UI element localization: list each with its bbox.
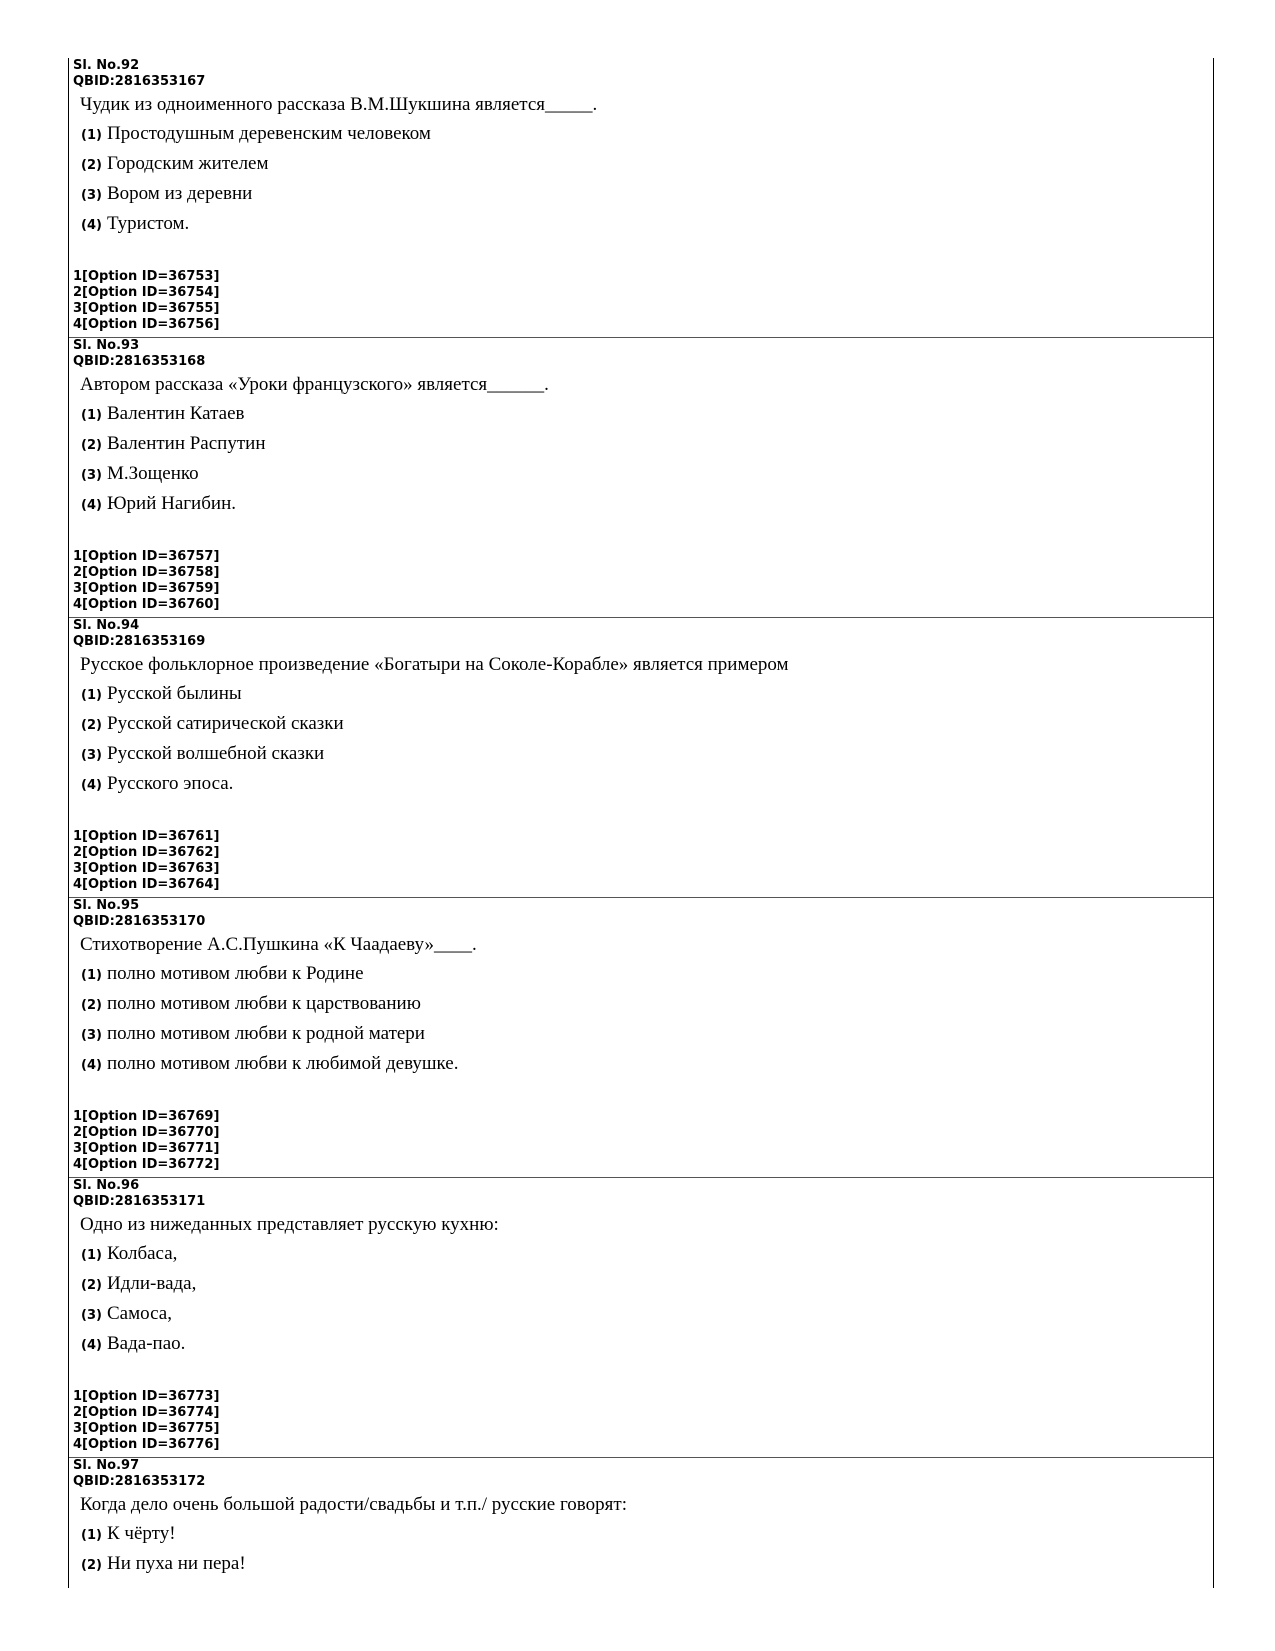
option-id: 3[Option ID=36775]	[73, 1421, 220, 1436]
option-text: Вада-пао.	[107, 1333, 186, 1354]
option-item	[73, 773, 1213, 797]
option-id-list	[73, 1109, 219, 1173]
option-item	[73, 683, 1213, 707]
question-text: Автором рассказа «Уроки французского» является______.	[80, 374, 549, 395]
serial-number: Sl. No.93	[73, 338, 140, 353]
option-id: 2[Option ID=36758]	[73, 565, 220, 580]
option-number: (4)	[81, 1338, 102, 1353]
option-item	[73, 1053, 1213, 1077]
qbid: QBID:2816353167	[73, 74, 206, 89]
option-item	[73, 713, 1213, 737]
serial-number: Sl. No.94	[73, 618, 140, 633]
option-text: Колбаса,	[107, 1243, 178, 1264]
option-item	[73, 1273, 1213, 1297]
option-id: 2[Option ID=36762]	[73, 845, 220, 860]
question-text: Одно из нижеданных представляет русскую кухню:	[80, 1214, 499, 1235]
option-number: (4)	[81, 218, 102, 233]
option-text: Русской былины	[107, 683, 242, 704]
option-id: 2[Option ID=36754]	[73, 285, 220, 300]
option-id: 4[Option ID=36756]	[73, 317, 220, 332]
option-item	[73, 743, 1213, 767]
qbid: QBID:2816353169	[73, 634, 206, 649]
option-number: (1)	[81, 688, 102, 703]
qbid: QBID:2816353170	[73, 914, 206, 929]
option-text: Ни пуха ни пера!	[107, 1553, 246, 1574]
option-number: (2)	[81, 158, 102, 173]
question-table	[68, 58, 1214, 1588]
option-id-list	[73, 829, 219, 893]
option-id: 4[Option ID=36772]	[73, 1157, 220, 1172]
option-text: полно мотивом любви к любимой девушке.	[107, 1053, 459, 1074]
option-id: 1[Option ID=36769]	[73, 1109, 220, 1124]
option-number: (2)	[81, 438, 102, 453]
option-number: (1)	[81, 128, 102, 143]
option-id-list	[73, 549, 219, 613]
option-number: (2)	[81, 718, 102, 733]
option-text: Идли-вада,	[107, 1273, 197, 1294]
option-id: 1[Option ID=36761]	[73, 829, 220, 844]
option-id: 4[Option ID=36776]	[73, 1437, 220, 1452]
option-number: (4)	[81, 498, 102, 513]
option-text: полно мотивом любви к родной матери	[107, 1023, 425, 1044]
qbid: QBID:2816353172	[73, 1474, 206, 1489]
option-number: (1)	[81, 1528, 102, 1543]
option-id: 3[Option ID=36771]	[73, 1141, 220, 1156]
option-text: Русской сатирической сказки	[107, 713, 344, 734]
option-id-list	[73, 1389, 219, 1453]
option-text: Русского эпоса.	[107, 773, 234, 794]
option-item	[73, 1523, 1213, 1547]
option-text: Валентин Катаев	[107, 403, 245, 424]
option-id-list	[73, 269, 219, 333]
option-text: Юрий Нагибин.	[107, 493, 236, 514]
question-block-94	[69, 618, 1213, 898]
qbid: QBID:2816353171	[73, 1194, 206, 1209]
option-id: 1[Option ID=36753]	[73, 269, 220, 284]
option-item	[73, 183, 1213, 207]
question-text: Когда дело очень большой радости/свадьбы и т.п./ русские говорят:	[80, 1494, 627, 1515]
option-text: Самоса,	[107, 1303, 172, 1324]
option-number: (3)	[81, 748, 102, 763]
serial-number: Sl. No.92	[73, 58, 140, 73]
option-text: Вором из деревни	[107, 183, 253, 204]
option-number: (3)	[81, 1308, 102, 1323]
question-text: Русское фольклорное произведение «Богатыри на Соколе-Корабле» является примером	[80, 654, 789, 675]
option-id: 4[Option ID=36764]	[73, 877, 220, 892]
serial-number: Sl. No.97	[73, 1458, 140, 1473]
option-item	[73, 963, 1213, 987]
option-id: 3[Option ID=36755]	[73, 301, 220, 316]
option-id: 2[Option ID=36774]	[73, 1405, 220, 1420]
option-item	[73, 1023, 1213, 1047]
option-number: (4)	[81, 1058, 102, 1073]
option-item	[73, 1303, 1213, 1327]
option-number: (2)	[81, 1278, 102, 1293]
option-text: К чёрту!	[107, 1523, 176, 1544]
question-block-93	[69, 338, 1213, 618]
option-number: (1)	[81, 968, 102, 983]
question-block-95	[69, 898, 1213, 1178]
option-item	[73, 1553, 1213, 1577]
option-number: (4)	[81, 778, 102, 793]
option-item	[73, 463, 1213, 487]
option-number: (3)	[81, 1028, 102, 1043]
question-block-96	[69, 1178, 1213, 1458]
option-item	[73, 213, 1213, 237]
option-item	[73, 123, 1213, 147]
option-text: Городским жителем	[107, 153, 269, 174]
option-text: Простодушным деревенским человеком	[107, 123, 431, 144]
question-text: Стихотворение А.С.Пушкина «К Чаадаеву»____.	[80, 934, 477, 955]
qbid: QBID:2816353168	[73, 354, 206, 369]
option-text: Валентин Распутин	[107, 433, 266, 454]
option-item	[73, 1333, 1213, 1357]
option-number: (3)	[81, 468, 102, 483]
option-id: 1[Option ID=36757]	[73, 549, 220, 564]
option-id: 2[Option ID=36770]	[73, 1125, 220, 1140]
option-text: полно мотивом любви к Родине	[107, 963, 364, 984]
option-text: Туристом.	[107, 213, 190, 234]
option-number: (1)	[81, 408, 102, 423]
option-item	[73, 1243, 1213, 1267]
question-text: Чудик из одноименного рассказа В.М.Шукшина является_____.	[80, 94, 598, 115]
option-id: 3[Option ID=36759]	[73, 581, 220, 596]
option-id: 1[Option ID=36773]	[73, 1389, 220, 1404]
option-number: (2)	[81, 998, 102, 1013]
option-text: полно мотивом любви к царствованию	[107, 993, 421, 1014]
option-item	[73, 153, 1213, 177]
question-block-92	[69, 58, 1213, 338]
option-text: Русской волшебной сказки	[107, 743, 325, 764]
option-number: (1)	[81, 1248, 102, 1263]
option-item	[73, 493, 1213, 517]
question-block-97	[69, 1458, 1213, 1588]
option-item	[73, 403, 1213, 427]
option-number: (3)	[81, 188, 102, 203]
option-item	[73, 993, 1213, 1017]
serial-number: Sl. No.96	[73, 1178, 140, 1193]
option-text: М.Зощенко	[107, 463, 199, 484]
option-id: 3[Option ID=36763]	[73, 861, 220, 876]
option-item	[73, 433, 1213, 457]
serial-number: Sl. No.95	[73, 898, 140, 913]
option-number: (2)	[81, 1558, 102, 1573]
option-id: 4[Option ID=36760]	[73, 597, 220, 612]
